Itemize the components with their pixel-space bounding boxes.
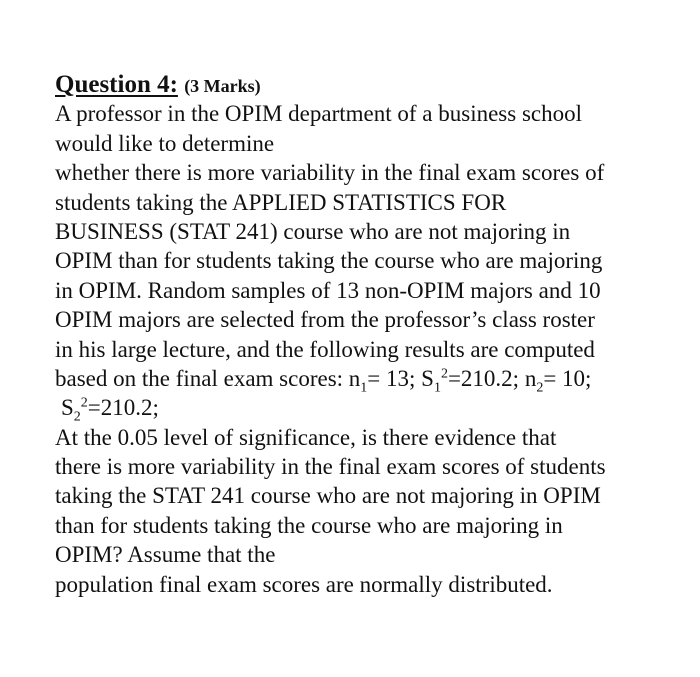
- text-line: in his large lecture, and the following results are computed: [55, 336, 595, 362]
- s2-value: =210.2;: [87, 395, 159, 421]
- s1-value: =210.2; n: [447, 365, 537, 391]
- statistics-line: [55, 364, 685, 396]
- n2-value: = 10;: [543, 365, 592, 391]
- question-marks: (3 Marks): [184, 76, 261, 96]
- s1-superscript: 2: [440, 366, 448, 382]
- text-line: than for students taking the course who are majoring in: [55, 512, 563, 538]
- text-line: population final exam scores are normally distributed.: [55, 571, 553, 597]
- n1-value: = 13; S: [367, 365, 434, 391]
- s2-superscript: 2: [80, 395, 88, 411]
- text-line: would like to determine: [55, 130, 275, 156]
- text-line: in OPIM. Random samples of 13 non-OPIM majors and 10: [55, 277, 601, 303]
- text-line: there is more variability in the final exam scores of students: [55, 454, 606, 480]
- text-line: students taking the APPLIED STATISTICS FOR: [55, 189, 507, 215]
- s2-subscript: 2: [73, 409, 81, 425]
- text-line: BUSINESS (STAT 241) course who are not majoring in: [55, 218, 571, 244]
- n1-subscript: 1: [360, 380, 368, 396]
- text-line: A professor in the OPIM department of a business school: [55, 101, 583, 127]
- text-line: taking the STAT 241 course who are not majoring in OPIM: [55, 483, 601, 509]
- question-title: Question 4:: [55, 71, 178, 98]
- text-line: OPIM? Assume that the: [55, 542, 276, 568]
- s1-subscript: 1: [433, 380, 441, 396]
- text-line: At the 0.05 level of significance, is there evidence that: [55, 424, 557, 450]
- stats-prefix: based on the final exam scores: n: [55, 365, 361, 391]
- s2-line: [55, 393, 685, 425]
- question-block: [55, 70, 685, 599]
- text-line: OPIM majors are selected from the professor’s class roster: [55, 307, 595, 333]
- n2-subscript: 2: [536, 380, 544, 396]
- text-line: whether there is more variability in the final exam scores of: [55, 160, 605, 186]
- text-line: OPIM than for students taking the course who are majoring: [55, 248, 603, 274]
- question-heading: [55, 70, 685, 99]
- s2-symbol: S: [61, 395, 74, 421]
